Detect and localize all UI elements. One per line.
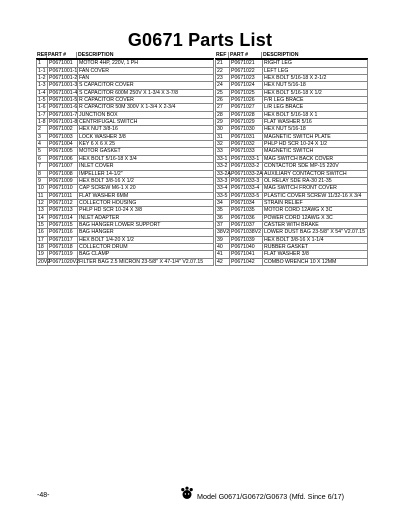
ref-cell: 30 <box>216 126 230 132</box>
description-cell: S CAPACITOR COVER <box>79 82 134 89</box>
table-row <box>216 200 367 207</box>
part-number-cell: P0671005 <box>48 148 78 154</box>
part-number-cell: P0671041 <box>230 251 263 257</box>
part-number-cell: P0671026 <box>230 97 263 103</box>
ref-cell: 33-4 <box>216 185 230 191</box>
page-number: -48- <box>37 492 50 499</box>
part-number-cell: P0671036 <box>230 215 263 221</box>
description-cell: HEX NUT 5/16-18 <box>264 126 306 133</box>
part-number-cell: P0671033 <box>230 148 263 154</box>
ref-cell: 1-3 <box>37 82 48 88</box>
ref-cell: 24 <box>216 82 230 88</box>
table-row <box>216 222 367 229</box>
ref-cell: 19 <box>37 251 48 257</box>
part-number-cell: P0671033-1 <box>230 156 263 162</box>
ref-cell: 29 <box>216 119 230 125</box>
table-row <box>216 171 367 178</box>
table-row <box>216 215 367 222</box>
ref-cell: 1-7 <box>37 112 48 118</box>
part-number-cell: P0671007 <box>48 163 78 169</box>
description-cell: FAN <box>79 75 90 82</box>
table-row <box>216 134 367 141</box>
table-row <box>37 222 213 229</box>
table-row <box>37 68 213 75</box>
table-row <box>216 229 367 236</box>
table-row <box>37 178 213 185</box>
description-cell: CASTER WITH BRAKE <box>264 221 319 228</box>
ref-cell: 41 <box>216 251 230 257</box>
ref-cell: 11 <box>37 193 48 199</box>
part-header: PART # <box>47 52 77 58</box>
part-number-cell: P0671031 <box>230 134 263 140</box>
part-number-cell: P0671040 <box>230 244 263 250</box>
table-row <box>216 207 367 214</box>
ref-cell: 32 <box>216 141 230 147</box>
part-number-cell: P0671003 <box>48 134 78 140</box>
part-number-cell: P0671037 <box>230 222 263 228</box>
part-number-cell: P0671017 <box>48 237 78 243</box>
description-cell: RIGHT LEG <box>264 60 292 67</box>
part-number-cell: P0671033-4 <box>230 185 263 191</box>
table-row <box>216 112 367 119</box>
description-cell: AUXILIARY CONTACTOR SWITCH <box>264 170 347 177</box>
ref-cell: 15 <box>37 222 48 228</box>
description-cell: CENTRIFUGAL SWITCH <box>79 119 138 126</box>
ref-cell: 2 <box>37 126 48 132</box>
table-row <box>216 259 367 266</box>
part-number-cell: P0671033-2 <box>230 163 263 169</box>
table-row <box>37 251 213 258</box>
description-cell: COLLECTOR DRUM <box>79 243 128 250</box>
description-cell: S CAPACITOR 600M 250V X 1-3/4 X 3-7/8 <box>79 89 178 96</box>
table-row <box>37 215 213 222</box>
table-row <box>216 251 367 258</box>
ref-cell: 12 <box>37 200 48 206</box>
table-row <box>37 259 213 266</box>
ref-cell: 22 <box>216 68 230 74</box>
description-cell: PLASTIC COVER SCREW 11/32-16 X 3/4 <box>264 192 362 199</box>
table-row <box>37 171 213 178</box>
part-number-cell: P0671001-1 <box>49 67 78 74</box>
ref-cell: 26 <box>216 97 230 103</box>
part-number-cell: P0671008 <box>48 171 78 177</box>
table-row <box>37 126 213 133</box>
table-row <box>216 97 367 104</box>
description-cell: PHLP HD SCR 10-24 X 3/8 <box>79 207 143 214</box>
page-title: G0671 Parts List <box>127 30 273 50</box>
ref-cell: 31 <box>216 134 230 140</box>
ref-cell: 21 <box>216 60 230 66</box>
description-cell: MAGNETIC SWITCH <box>264 148 314 155</box>
ref-cell: 20V2 <box>38 258 51 265</box>
ref-cell: 40 <box>216 244 230 250</box>
part-number-cell: P0671035 <box>230 207 263 213</box>
ref-cell: 1 <box>37 60 48 66</box>
description-cell: MAG SWITCH FRONT COVER <box>264 185 337 192</box>
description-cell: FLAT WASHER 5/16 <box>264 119 312 126</box>
description-cell: LOCK WASHER 3/8 <box>79 133 126 140</box>
description-cell: FAN COVER <box>79 67 109 74</box>
description-cell: CAP SCREW M6-1 X 20 <box>79 185 136 192</box>
description-cell: OL RELAY SDE RA-30 21-35 <box>264 177 332 184</box>
ref-cell: 18 <box>37 244 48 250</box>
table-row <box>37 156 213 163</box>
part-number-cell: P0671014 <box>48 215 78 221</box>
description-cell: FILTER BAG 2.5 MICRON 23-5/8" X 47-1/4" V2.07.15 <box>79 258 204 265</box>
ref-cell: 33-2 <box>216 163 230 169</box>
parts-rows-right <box>215 59 368 266</box>
table-row <box>37 200 213 207</box>
table-row <box>37 104 213 111</box>
part-number-cell: P0671011 <box>48 193 78 199</box>
ref-cell: 25 <box>216 90 230 96</box>
ref-cell: 3 <box>37 134 48 140</box>
description-cell: BAG CLAMP <box>79 251 110 258</box>
description-cell: MAGNETIC SWITCH PLATE <box>264 133 331 140</box>
table-row <box>37 90 213 97</box>
description-cell: IMPELLER 14-1/2" <box>79 170 123 177</box>
description-header: DESCRIPTION <box>263 52 299 58</box>
description-cell: HEX NUT 3/8-16 <box>79 126 118 133</box>
bear-paw-icon <box>180 486 194 500</box>
parts-table-right <box>215 52 368 266</box>
description-cell: MOTOR 4HP, 220V, 1 PH <box>79 60 139 67</box>
part-number-cell: P0671021 <box>230 60 263 66</box>
ref-cell: 37 <box>216 222 230 228</box>
ref-cell: 1-2 <box>37 75 48 81</box>
table-row <box>216 75 367 82</box>
ref-cell: 17 <box>37 237 48 243</box>
part-number-cell: P0671001-2 <box>49 75 78 82</box>
part-number-cell: P0671025 <box>230 90 263 96</box>
table-row <box>216 82 367 89</box>
description-cell: MOTOR CORD 12AWG X 3C <box>264 207 333 214</box>
table-row <box>216 141 367 148</box>
description-cell: PHLP HD SCR 10-24 X 1/2 <box>264 141 328 148</box>
description-cell: BAG HANGER <box>79 229 114 236</box>
description-cell: LOWER DUST BAG 23-5/8" X 54" V2.07.15 <box>264 229 366 236</box>
table-row <box>216 104 367 111</box>
table-row <box>37 97 213 104</box>
part-number-cell: P0671038V2 <box>231 229 262 236</box>
part-number-cell: P0671016 <box>48 229 78 235</box>
table-row <box>37 82 213 89</box>
part-number-cell: P0671033-5 <box>230 193 263 199</box>
part-number-cell: P0671009 <box>48 178 78 184</box>
part-number-cell: P0671042 <box>230 259 263 265</box>
ref-cell: 33-2A <box>217 170 231 177</box>
description-cell: R CAPACITOR 50M 300V X 1-3/4 X 2-3/4 <box>79 104 176 111</box>
table-row <box>37 163 213 170</box>
ref-cell: 33-1 <box>216 156 230 162</box>
ref-cell: 38V2 <box>217 229 230 236</box>
ref-cell: 1-8 <box>37 119 48 125</box>
ref-cell: 33-5 <box>216 193 230 199</box>
description-cell: STRAIN RELIEF <box>264 199 303 206</box>
part-number-cell: P0671001-6 <box>49 104 78 111</box>
description-cell: HEX NUT 5/16-18 <box>264 82 306 89</box>
part-number-cell: P0671002 <box>48 126 78 132</box>
ref-cell: 6 <box>37 156 48 162</box>
description-cell: COLLECTOR HOUSING <box>79 199 137 206</box>
ref-header: REF <box>37 52 48 58</box>
ref-cell: 1-6 <box>37 104 48 110</box>
part-number-cell: P0671006 <box>48 156 78 162</box>
table-row <box>216 156 367 163</box>
part-number-cell: P0671033-2A <box>231 170 263 177</box>
part-number-cell: P0671032 <box>230 141 263 147</box>
ref-cell: 33-3 <box>216 178 230 184</box>
ref-cell: 13 <box>37 207 48 213</box>
table-row <box>216 193 367 200</box>
description-cell: HEX BOLT 3/8-16 X 1-1/4 <box>264 236 324 243</box>
description-cell: R CAPACITOR COVER <box>79 97 134 104</box>
ref-cell: 7 <box>37 163 48 169</box>
part-number-cell: P0671024 <box>230 82 263 88</box>
part-number-cell: P0671028 <box>230 112 263 118</box>
table-row <box>216 237 367 244</box>
table-row <box>37 244 213 251</box>
table-row <box>37 119 213 126</box>
table-row <box>216 148 367 155</box>
ref-cell: 1-5 <box>37 97 48 103</box>
ref-cell: 39 <box>216 237 230 243</box>
description-cell: INLET COVER <box>79 163 114 170</box>
part-number-cell: P0671013 <box>48 207 78 213</box>
table-row <box>37 207 213 214</box>
ref-cell: 35 <box>216 207 230 213</box>
table-row <box>37 237 213 244</box>
part-number-cell: P0671027 <box>230 104 263 110</box>
table-row <box>37 75 213 82</box>
part-number-cell: P0671001-7 <box>49 111 78 118</box>
ref-cell: 4 <box>37 141 48 147</box>
part-number-cell: P0671033-3 <box>230 178 263 184</box>
ref-cell: 1-1 <box>37 68 48 74</box>
ref-cell: 42 <box>216 259 230 265</box>
table-header <box>215 52 368 59</box>
ref-cell: 8 <box>37 171 48 177</box>
part-number-cell: P0671023 <box>230 75 263 81</box>
table-row <box>216 60 367 67</box>
part-number-cell: P0671029 <box>230 119 263 125</box>
part-number-cell: P0671022 <box>230 68 263 74</box>
table-row <box>216 178 367 185</box>
ref-cell: 14 <box>37 215 48 221</box>
table-header <box>36 52 214 59</box>
table-row <box>37 229 213 236</box>
part-number-cell: P0671001-4 <box>49 89 78 96</box>
ref-header: REF <box>215 52 229 58</box>
description-cell: HEX BOLT 5/16-18 X 1/2 <box>264 89 322 96</box>
ref-cell: 5 <box>37 148 48 154</box>
part-number-cell: P0671018 <box>48 244 78 250</box>
ref-cell: 1-4 <box>37 90 48 96</box>
table-row <box>37 134 213 141</box>
part-number-cell: P0671010 <box>48 185 78 191</box>
parts-rows-left <box>36 59 214 266</box>
description-cell: KEY 6 X 6 X 25 <box>79 141 115 148</box>
part-number-cell: P0671019 <box>48 251 78 257</box>
table-row <box>37 148 213 155</box>
description-cell: MOTOR GASKET <box>79 148 121 155</box>
ref-cell: 27 <box>216 104 230 110</box>
ref-cell: 23 <box>216 75 230 81</box>
model-text: Model G0671/G0672/G0673 (Mfd. Since 6/17) <box>197 492 345 501</box>
parts-table-left <box>36 52 214 266</box>
table-row <box>37 141 213 148</box>
table-row <box>37 185 213 192</box>
table-row <box>216 90 367 97</box>
part-number-cell: P0671034 <box>230 200 263 206</box>
part-number-cell: P0671030 <box>230 126 263 132</box>
table-row <box>216 126 367 133</box>
ref-cell: 16 <box>37 229 48 235</box>
description-cell: L/R LEG BRACE <box>264 104 304 111</box>
table-row <box>216 163 367 170</box>
ref-cell: 28 <box>216 112 230 118</box>
ref-cell: 9 <box>37 178 48 184</box>
description-cell: HEX BOLT 1/4-20 X 1/2 <box>79 236 134 243</box>
table-row <box>37 193 213 200</box>
part-number-cell: P0671001 <box>48 60 78 66</box>
description-cell: HEX BOLT 5/16-18 X 2-1/2 <box>264 75 327 82</box>
ref-cell: 36 <box>216 215 230 221</box>
ref-cell: 10 <box>37 185 48 191</box>
part-number-cell: P0671012 <box>48 200 78 206</box>
part-number-cell: P0671020V2 <box>49 258 80 265</box>
description-cell: JUNCTION BOX <box>79 111 118 118</box>
table-row <box>216 244 367 251</box>
table-row <box>37 60 213 67</box>
description-cell: HEX BOLT 5/16-18 X 1 <box>264 111 318 118</box>
description-cell: RUBBER GASKET <box>264 243 309 250</box>
part-number-cell: P0671039 <box>230 237 263 243</box>
description-cell: MAG SWITCH BACK COVER <box>264 155 334 162</box>
ref-cell: 33 <box>216 148 230 154</box>
ref-cell: 34 <box>216 200 230 206</box>
table-row <box>216 119 367 126</box>
part-number-cell: P0671001-3 <box>49 82 78 89</box>
part-header: PART # <box>229 52 262 58</box>
description-cell: F/R LEG BRACE <box>264 97 304 104</box>
table-row <box>37 112 213 119</box>
description-cell: FLAT WASHER 3/8 <box>264 251 309 258</box>
description-cell: HEX BOLT 5/16-18 X 3/4 <box>79 155 137 162</box>
table-row <box>216 68 367 75</box>
description-cell: FLAT WASHER 6MM <box>79 192 129 199</box>
description-cell: COMBO WRENCH 10 X 12MM <box>264 258 337 265</box>
description-header: DESCRIPTION <box>78 52 114 58</box>
part-number-cell: P0671001-8 <box>49 119 78 126</box>
description-cell: LEFT LEG <box>264 67 289 74</box>
description-cell: CONTACTOR SDE MP-15 220V <box>264 163 339 170</box>
description-cell: INLET ADAPTER <box>79 214 120 221</box>
part-number-cell: P0671001-5 <box>49 97 78 104</box>
description-cell: BAG HANGER LOWER SUPPORT <box>79 221 161 228</box>
part-number-cell: P0671015 <box>48 222 78 228</box>
part-number-cell: P0671004 <box>48 141 78 147</box>
table-row <box>216 185 367 192</box>
description-cell: HEX BOLT 3/8-16 X 1/2 <box>79 177 134 184</box>
description-cell: POWER CORD 12AWG X 3C <box>264 214 333 221</box>
